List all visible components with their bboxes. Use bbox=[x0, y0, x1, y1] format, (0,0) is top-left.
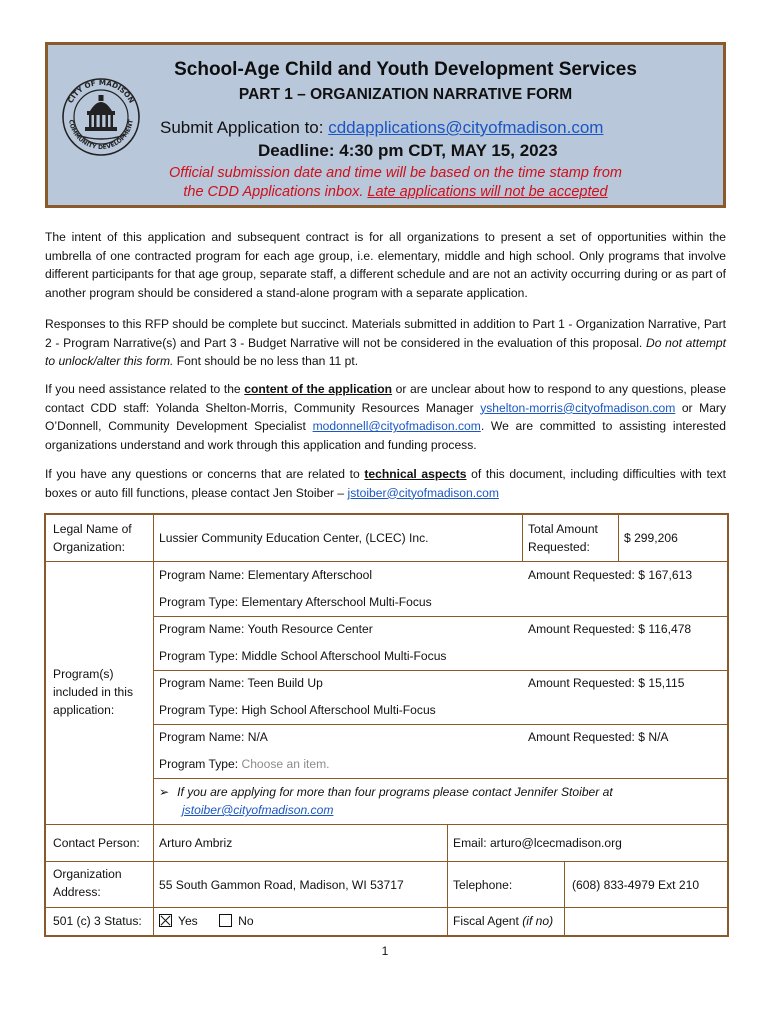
program-3-name[interactable]: Program Name: Teen Build Up bbox=[159, 676, 323, 690]
program-3-type bbox=[159, 701, 436, 719]
late-warning: Late applications will not be accepted bbox=[367, 184, 608, 200]
more-programs-email-link[interactable]: jstoiber@cityofmadison.com bbox=[182, 803, 334, 817]
status-label: 501 (c) 3 Status: bbox=[53, 914, 142, 928]
no-checkbox[interactable] bbox=[219, 914, 232, 927]
arrow-bullet-icon: ➢ bbox=[159, 785, 170, 799]
intro-paragraph-1: The intent of this application and subsequent contract is for all organizations to present a set of opportunities within the umbrella of one contracted program for each age group, i.e. elementary, middle and high school. Only programs that involve different participants for that age group, separate staff, a different schedule and are not an activity occurring during or as part of another program should be considered a stand-alone program with a separate application. bbox=[45, 230, 726, 300]
modonnell-email-link[interactable]: modonnell@cityofmadison.com bbox=[312, 419, 481, 434]
p3-text-d: . We are committed to assisting interested organizations understand and work through this application and funding process. bbox=[45, 419, 727, 452]
program-3-amount[interactable]: Amount Requested: $ 15,115 bbox=[528, 676, 685, 690]
org-address-label: Organization Address: bbox=[53, 867, 122, 899]
intro-paragraph-2 bbox=[45, 315, 726, 371]
contact-person-value[interactable]: Arturo Ambriz bbox=[159, 836, 233, 850]
program-2-name[interactable]: Program Name: Youth Resource Center bbox=[159, 622, 373, 636]
legal-name-value[interactable]: Lussier Community Education Center, (LCEC) Inc. bbox=[159, 531, 429, 545]
telephone-label: Telephone: bbox=[453, 878, 513, 892]
p4-bold: technical aspects bbox=[364, 467, 467, 481]
p3-bold: content of the application bbox=[244, 382, 393, 396]
total-amount-label: Total Amount Requested: bbox=[528, 522, 598, 554]
fiscal-agent-field[interactable] bbox=[572, 912, 722, 930]
p2-italic: Do not attempt to unlock/alter this form. bbox=[45, 335, 727, 369]
email-field[interactable]: Email: arturo@lcecmadison.org bbox=[453, 836, 622, 850]
fiscal-agent-italic: (if no) bbox=[522, 914, 554, 928]
yes-label: Yes bbox=[178, 914, 198, 928]
submission-note bbox=[48, 164, 723, 202]
programs-label: Program(s) included in this application: bbox=[53, 667, 134, 717]
intro-paragraph-4 bbox=[45, 465, 726, 502]
program-4-type-select[interactable]: Choose an item. bbox=[241, 757, 330, 771]
total-amount-value[interactable]: $ 299,206 bbox=[624, 531, 678, 545]
program-3-type-select[interactable]: High School Afterschool Multi-Focus bbox=[241, 703, 436, 717]
more-programs-text: If you are applying for more than four programs please contact Jennifer Stoiber at bbox=[177, 785, 613, 799]
submit-line bbox=[160, 118, 603, 138]
jstoiber-email-link[interactable]: jstoiber@cityofmadison.com bbox=[347, 485, 499, 500]
p3-text-a: If you need assistance related to the bbox=[45, 382, 245, 396]
fiscal-agent-text: Fiscal Agent bbox=[453, 914, 523, 928]
program-4-amount[interactable]: Amount Requested: $ N/A bbox=[528, 730, 669, 744]
no-label: No bbox=[238, 914, 254, 928]
program-2-type bbox=[159, 647, 446, 665]
page-number: 1 bbox=[381, 944, 389, 958]
program-1-amount[interactable]: Amount Requested: $ 167,613 bbox=[528, 568, 693, 582]
header-banner bbox=[45, 42, 726, 208]
note-line-2: the CDD Applications inbox. bbox=[183, 184, 368, 200]
p2-end: Font should be no less than 11 pt. bbox=[173, 354, 359, 369]
program-4-type-label: Program Type: bbox=[159, 757, 242, 771]
yshelton-email-link[interactable]: yshelton-morris@cityofmadison.com bbox=[480, 400, 676, 415]
svg-text:COMMUNITY DEVELOPMENT: COMMUNITY DEVELOPMENT bbox=[67, 119, 135, 152]
submit-label: Submit Application to: bbox=[160, 118, 329, 137]
program-2-type-select[interactable]: Middle School Afterschool Multi-Focus bbox=[241, 649, 447, 663]
contact-person-label: Contact Person: bbox=[53, 836, 140, 850]
form-subtitle: PART 1 – ORGANIZATION NARRATIVE FORM bbox=[238, 86, 573, 103]
legal-name-label: Legal Name of Organization: bbox=[53, 522, 132, 554]
p3-text-c: or Mary O’Donnell, Community Development Specialist bbox=[45, 400, 726, 434]
organization-form bbox=[44, 513, 729, 937]
yes-checkbox[interactable] bbox=[159, 914, 172, 927]
p3-text-b: or are unclear about how to respond to any questions, please contact CDD staff: Yolanda Shelton-Morris, Community Resources Manager bbox=[45, 382, 727, 415]
program-1-name[interactable]: Program Name: Elementary Afterschool bbox=[159, 568, 373, 582]
program-1-type-label: Program Type: bbox=[159, 595, 242, 609]
program-1-type bbox=[159, 593, 432, 611]
program-3-type-label: Program Type: bbox=[159, 703, 242, 717]
svg-text:CITY OF MADISON: CITY OF MADISON bbox=[65, 77, 137, 105]
program-1-type-select[interactable]: Elementary Afterschool Multi-Focus bbox=[241, 595, 432, 609]
program-2-amount[interactable]: Amount Requested: $ 116,478 bbox=[528, 622, 692, 636]
intro-paragraph-3 bbox=[45, 380, 726, 454]
more-programs-note bbox=[159, 783, 719, 819]
fiscal-agent-label bbox=[453, 912, 553, 930]
telephone-value[interactable]: (608) 833-4979 Ext 210 bbox=[572, 878, 700, 892]
program-4-name[interactable]: Program Name: N/A bbox=[159, 730, 268, 744]
p4-text-a: If you have any questions or concerns that are related to bbox=[45, 467, 365, 481]
p2-text: Responses to this RFP should be complete but succinct. Materials submitted in addition to Part 1 - Organization Narrative, Part 2 - Program Narrative(s) and Part 3 - Budget Narrative will not be considered in the evaluation of this proposal. bbox=[45, 317, 726, 350]
status-options bbox=[159, 912, 254, 930]
form-title: School-Age Child and Youth Development Services bbox=[174, 59, 637, 80]
submit-email-link[interactable]: cddapplications@cityofmadison.com bbox=[328, 118, 604, 137]
program-2-type-label: Program Type: bbox=[159, 649, 242, 663]
deadline: Deadline: 4:30 pm CDT, MAY 15, 2023 bbox=[258, 141, 558, 160]
org-address-value[interactable]: 55 South Gammon Road, Madison, WI 53717 bbox=[159, 878, 404, 892]
program-4-type bbox=[159, 755, 330, 773]
p4-text-b: of this document, including difficulties with text boxes or auto fill functions, please contact Jen Stoiber – bbox=[45, 467, 726, 500]
note-line-1: Official submission date and time will be based on the time stamp from bbox=[169, 165, 622, 181]
